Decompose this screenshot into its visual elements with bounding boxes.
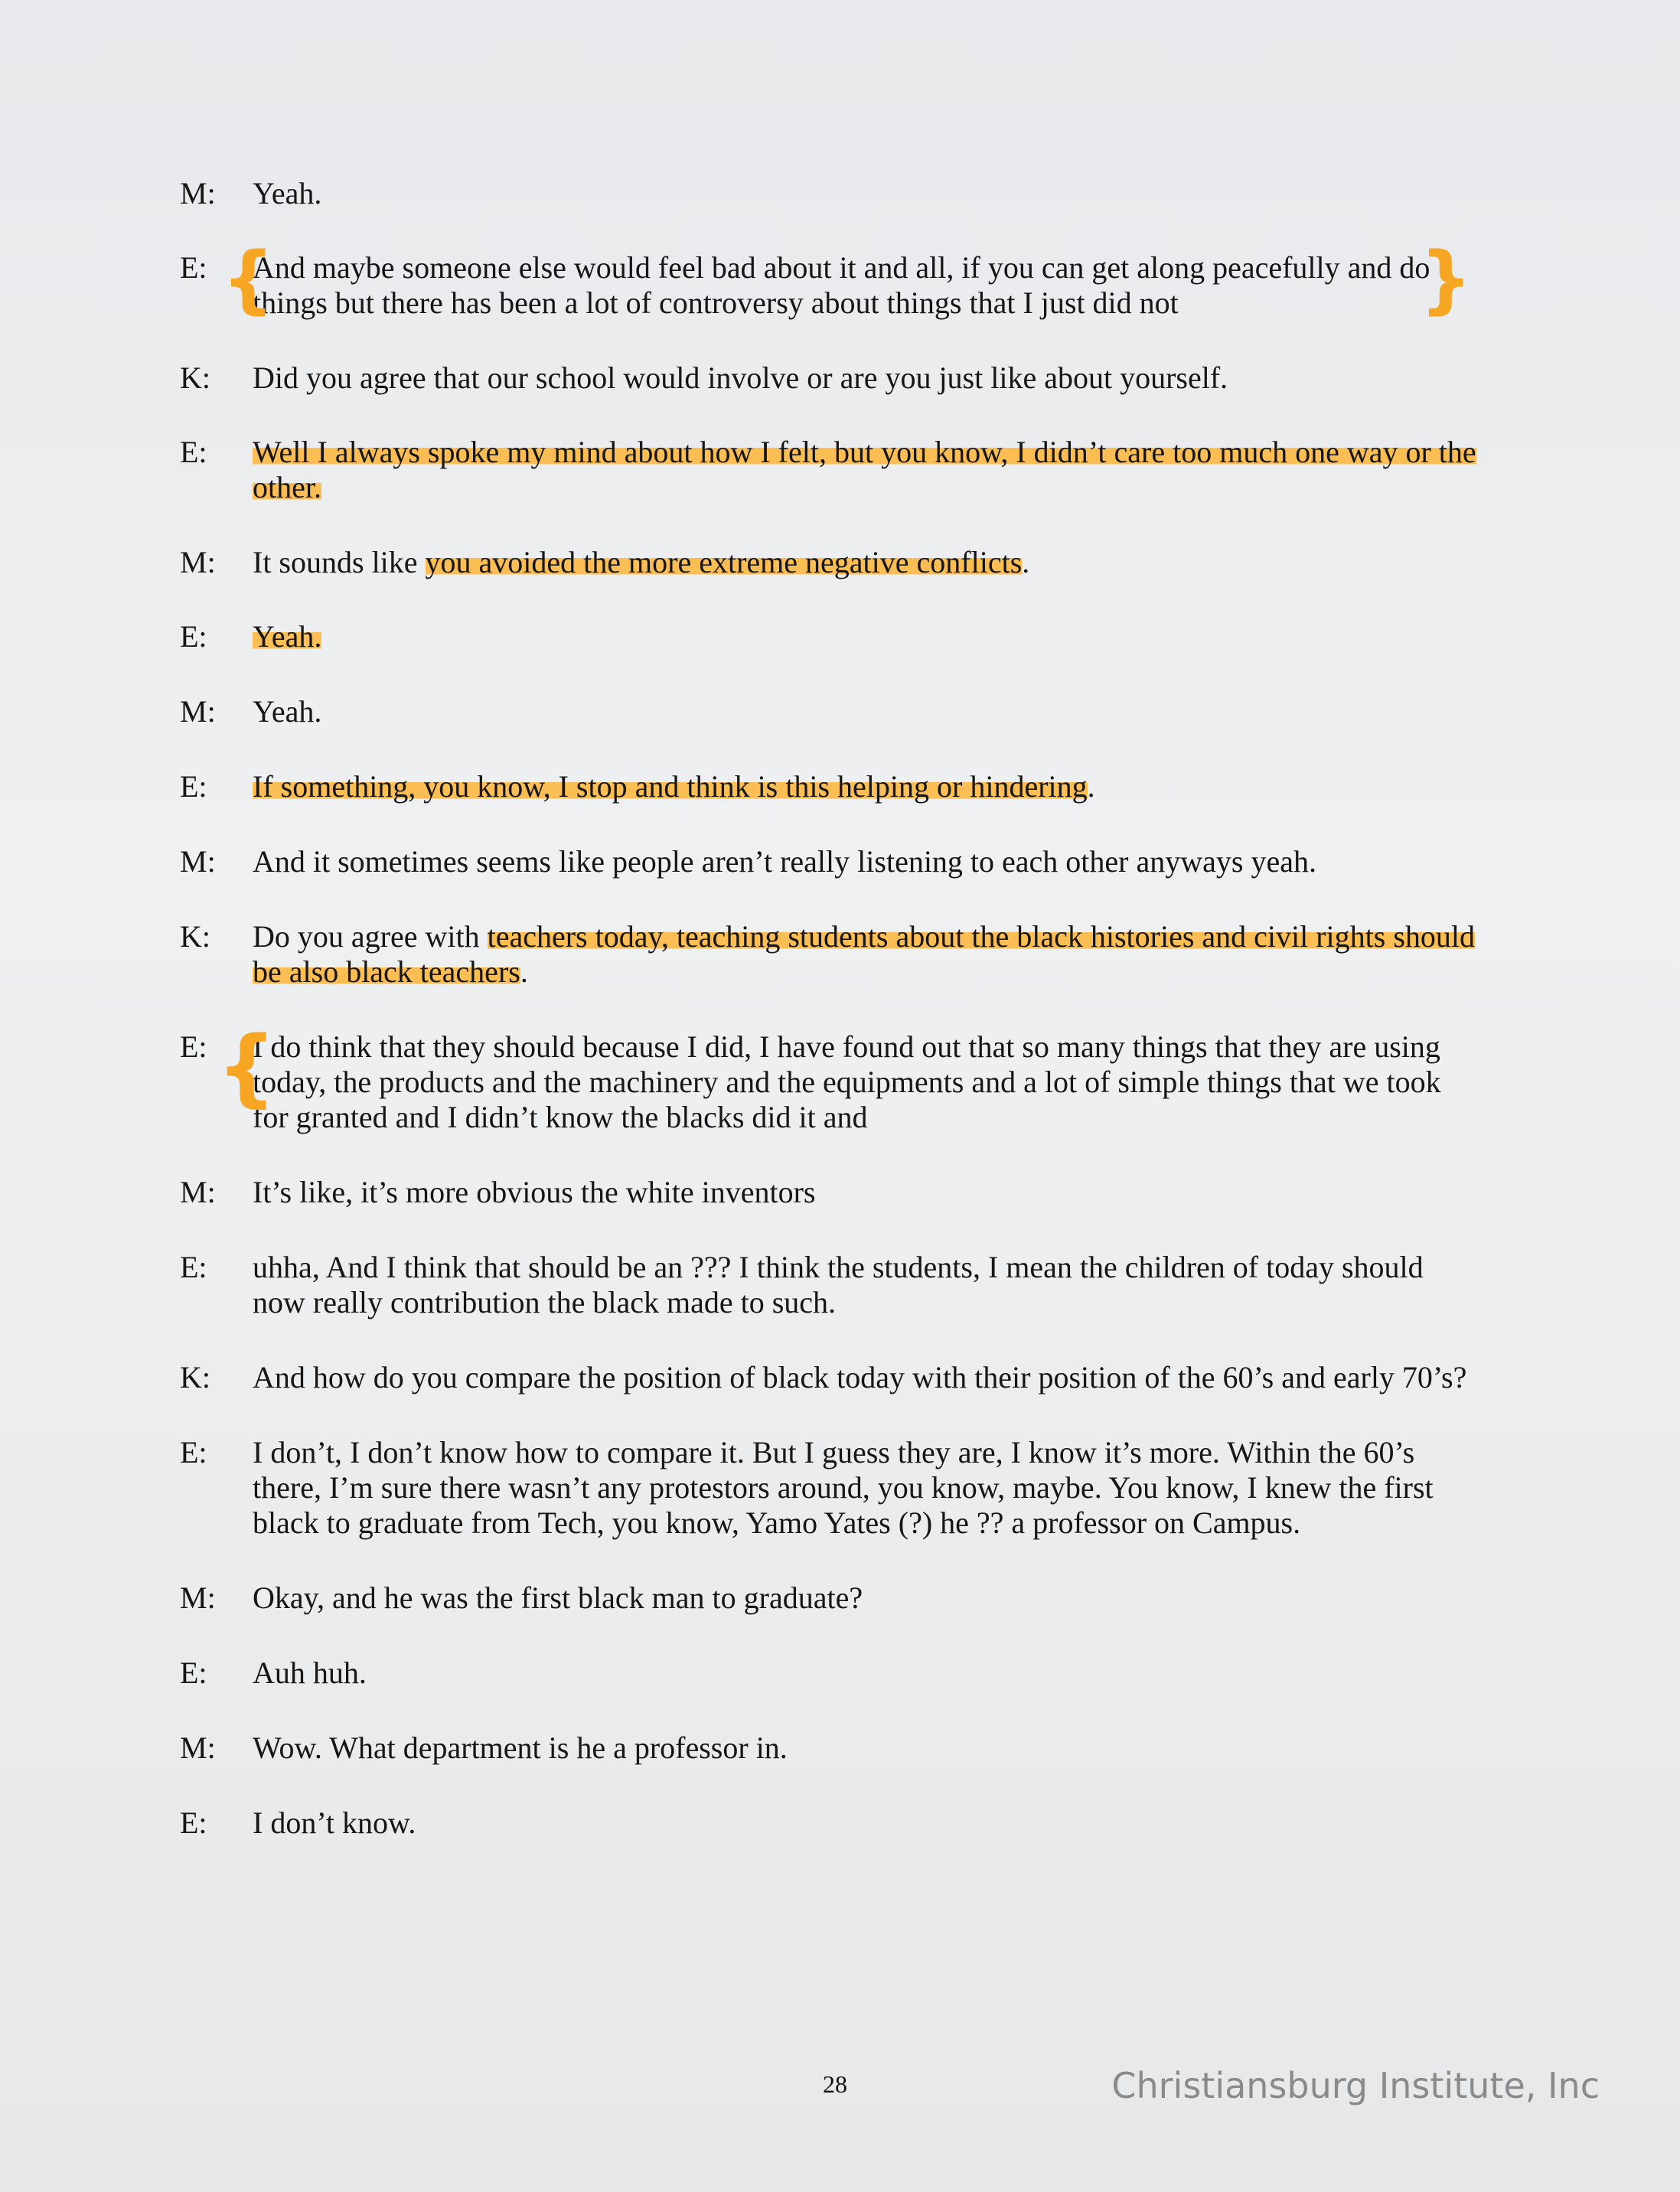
transcript-line (180, 360, 1542, 396)
speaker-label: E: (180, 1029, 207, 1064)
left-brace-annotation: { (217, 1018, 277, 1116)
speaker-label: K: (180, 919, 210, 954)
speech-text: Yeah. (253, 176, 322, 210)
speaker-label: M: (180, 694, 216, 729)
speech-text: uhha, And I think that should be an ??? I think the students, I mean the children of today should now really contribution the black made to such. (253, 1250, 1424, 1319)
transcript-line (180, 1435, 1542, 1541)
speaker-label: K: (180, 1360, 210, 1394)
speech-text: . (1022, 545, 1030, 579)
speaker-label: E: (180, 1655, 207, 1690)
speaker-label: M: (180, 1175, 216, 1209)
transcript-line (180, 694, 1542, 729)
speech-text: I do think that they should because I did, I have found out that so many things that they are using today, the products and the machinery and the equipments and a lot of simple things that we took for granted and I didn’t know the blacks did it and (253, 1029, 1441, 1134)
speech-text: Wow. What department is he a professor in. (253, 1730, 788, 1765)
speaker-label: E: (180, 250, 207, 285)
transcript-line (180, 919, 1542, 990)
speaker-label: E: (180, 619, 207, 654)
speech-text: And it sometimes seems like people aren’t really listening to each other anyways yeah. (253, 844, 1316, 879)
speaker-label: E: (180, 1435, 207, 1469)
transcript-line (180, 1018, 1542, 1135)
speech-text: Yeah. (253, 694, 322, 729)
speech-text: It sounds like (253, 545, 426, 579)
speech-text: Do you agree with (253, 919, 488, 954)
transcript-line (180, 545, 1542, 580)
transcript-line (180, 1250, 1542, 1320)
speech-text: And how do you compare the position of black today with their position of the 60’s and early 70’s? (253, 1360, 1467, 1394)
speaker-label: M: (180, 1730, 216, 1765)
transcript-line (180, 1655, 1542, 1691)
speaker-label: M: (180, 176, 216, 210)
highlighted-text: Yeah. (253, 619, 322, 654)
transcript-line (180, 619, 1542, 654)
transcript-line (180, 1730, 1542, 1766)
transcript-line (180, 236, 1542, 322)
right-brace-annotation: } (1420, 236, 1473, 322)
speech-text: . (520, 954, 528, 989)
interview-transcript (180, 176, 1542, 1841)
speech-text: And maybe someone else would feel bad about it and all, if you can get along peacefully and do things but there has been a lot of controversy about things that I just did not (253, 250, 1430, 320)
transcript-line (180, 1175, 1542, 1210)
speaker-label: M: (180, 545, 216, 579)
transcript-line (180, 1580, 1542, 1616)
speaker-label: E: (180, 435, 207, 469)
speaker-label: E: (180, 1250, 207, 1284)
watermark: Christiansburg Institute, Inc (1111, 2065, 1600, 2106)
speech-text: . (1087, 769, 1095, 804)
transcript-line (180, 1360, 1542, 1395)
highlighted-text: Well I always spoke my mind about how I felt, but you know, I didn’t care too much one way or the other. (253, 435, 1476, 504)
transcript-line (180, 1805, 1542, 1841)
speech-text: I don’t know. (253, 1805, 416, 1840)
speaker-label: E: (180, 1805, 207, 1840)
speech-text: Auh huh. (253, 1655, 367, 1690)
highlighted-text: teachers today, teaching students about the black histories and civil rights should be also black teachers (253, 919, 1476, 989)
speaker-label: M: (180, 1580, 216, 1615)
speaker-label: M: (180, 844, 216, 879)
page-number: 28 (823, 2070, 847, 2098)
speech-text: Did you agree that our school would involve or are you just like about yourself. (253, 360, 1228, 395)
speaker-label: E: (180, 769, 207, 804)
transcript-line (180, 844, 1542, 879)
transcript-line (180, 435, 1542, 505)
speech-text: It’s like, it’s more obvious the white inventors (253, 1175, 816, 1209)
speech-text: Okay, and he was the first black man to graduate? (253, 1580, 863, 1615)
highlighted-text: you avoided the more extreme negative conflicts (425, 545, 1023, 579)
speaker-label: K: (180, 360, 210, 395)
left-brace-annotation: { (222, 236, 275, 322)
transcript-line (180, 769, 1542, 804)
transcript-line (180, 176, 1542, 211)
speech-text: I don’t, I don’t know how to compare it. But I guess they are, I know it’s more. Within the 60’s there, I’m sure there wasn’t any protestors around, you know, maybe. You know, I knew the first black to graduate from Tech, you know, Yamo Yates (?) he ?? a professor on Campus. (253, 1435, 1434, 1540)
highlighted-text: If something, you know, I stop and think is this helping or hindering (253, 769, 1088, 804)
